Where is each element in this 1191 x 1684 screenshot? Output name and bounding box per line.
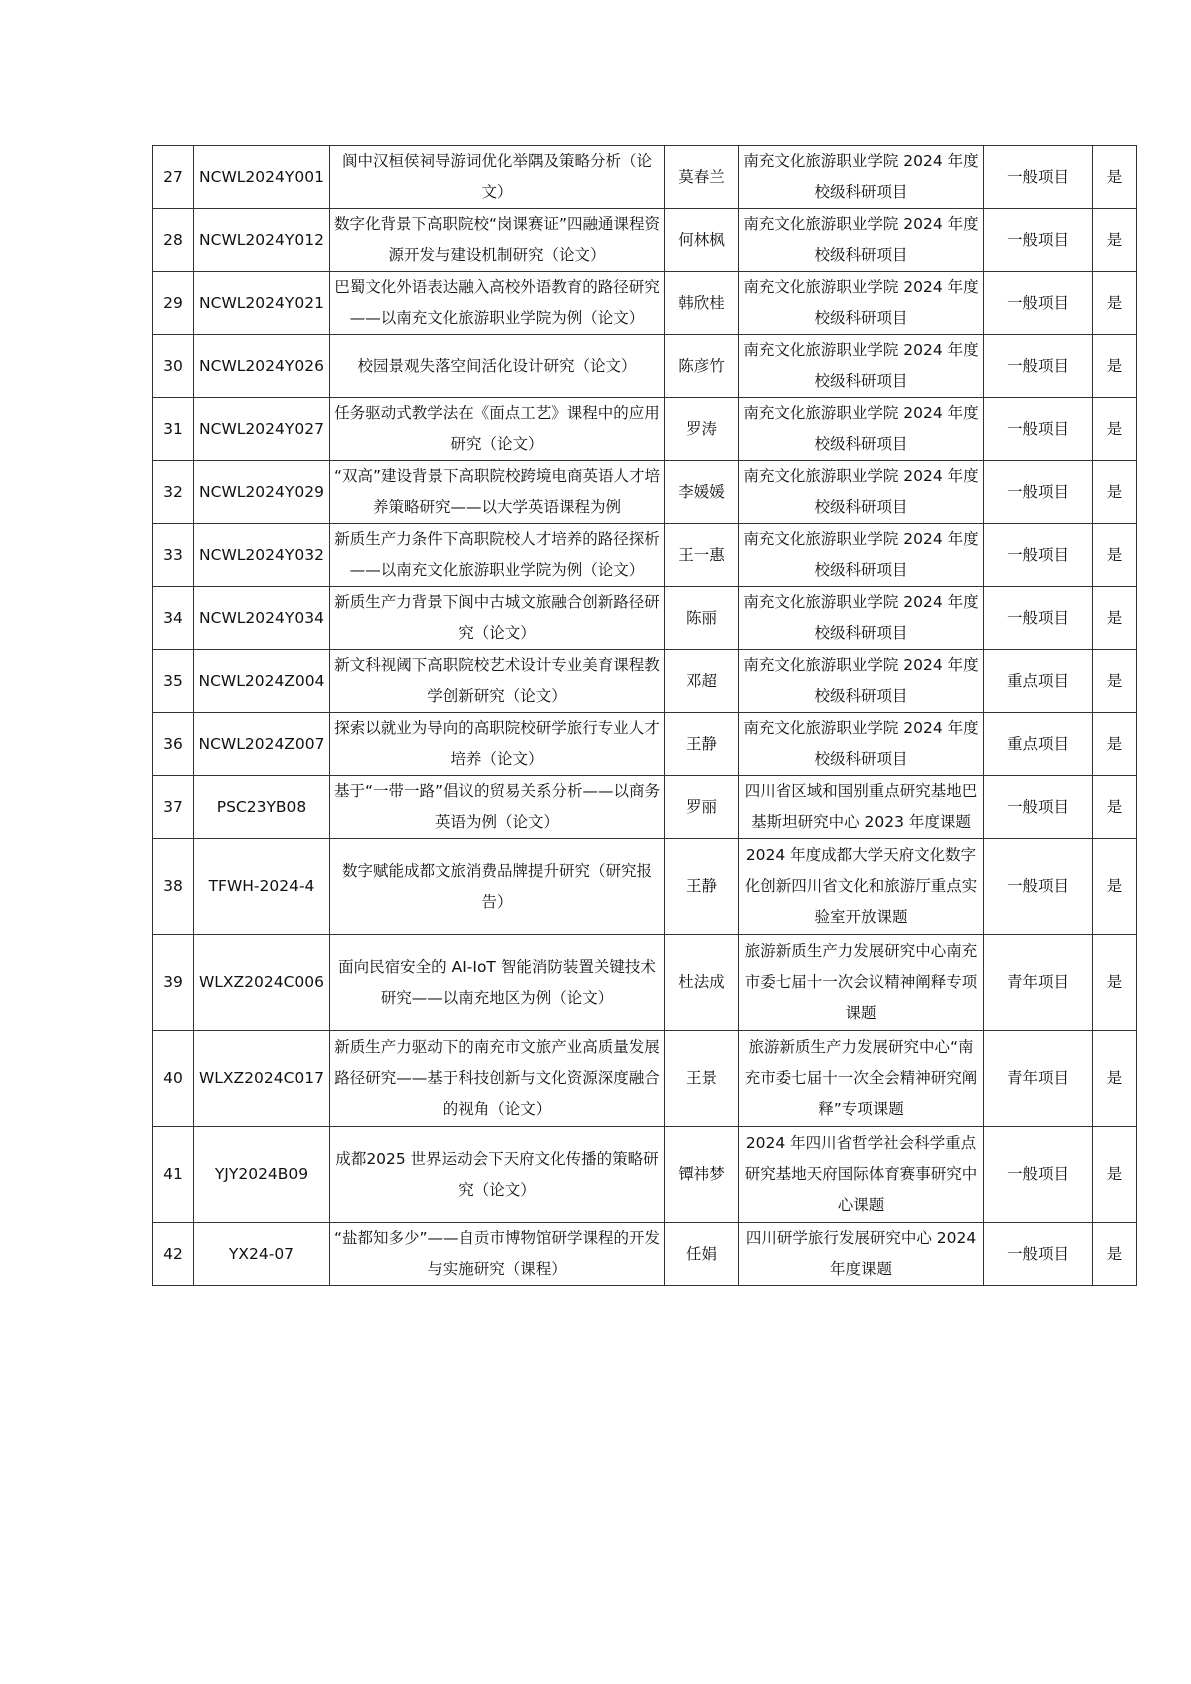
project-code: YJY2024B09: [194, 1127, 330, 1223]
row-number: 37: [153, 776, 194, 839]
project-leader: 王一惠: [665, 524, 739, 587]
project-title: 成都2025 世界运动会下天府文化传播的策略研究（论文）: [330, 1127, 665, 1223]
project-type: 一般项目: [984, 776, 1093, 839]
project-code: PSC23YB08: [194, 776, 330, 839]
row-number: 31: [153, 398, 194, 461]
table-row: [153, 398, 1137, 461]
project-source: 南充文化旅游职业学院 2024 年度校级科研项目: [739, 398, 984, 461]
table-row: [153, 524, 1137, 587]
project-source: 南充文化旅游职业学院 2024 年度校级科研项目: [739, 272, 984, 335]
table-row: [153, 1031, 1137, 1127]
project-code: NCWL2024Y012: [194, 209, 330, 272]
project-type: 一般项目: [984, 1223, 1093, 1286]
project-flag: 是: [1093, 839, 1137, 935]
project-source: 旅游新质生产力发展研究中心南充市委七届十一次会议精神阐释专项课题: [739, 935, 984, 1031]
project-leader: 王静: [665, 839, 739, 935]
project-type: 一般项目: [984, 272, 1093, 335]
project-source: 南充文化旅游职业学院 2024 年度校级科研项目: [739, 650, 984, 713]
project-flag: 是: [1093, 1127, 1137, 1223]
project-leader: 王景: [665, 1031, 739, 1127]
project-code: WLXZ2024C006: [194, 935, 330, 1031]
table-row: [153, 146, 1137, 209]
row-number: 28: [153, 209, 194, 272]
table-row: [153, 461, 1137, 524]
project-title: 新质生产力背景下阆中古城文旅融合创新路径研究（论文）: [330, 587, 665, 650]
project-title: 巴蜀文化外语表达融入高校外语教育的路径研究——以南充文化旅游职业学院为例（论文）: [330, 272, 665, 335]
project-type: 青年项目: [984, 935, 1093, 1031]
project-source: 南充文化旅游职业学院 2024 年度校级科研项目: [739, 524, 984, 587]
table-row: [153, 713, 1137, 776]
project-leader: 莫春兰: [665, 146, 739, 209]
project-leader: 陈彦竹: [665, 335, 739, 398]
project-type: 一般项目: [984, 461, 1093, 524]
project-source: 四川省区域和国别重点研究基地巴基斯坦研究中心 2023 年度课题: [739, 776, 984, 839]
project-type: 一般项目: [984, 146, 1093, 209]
project-table: [152, 145, 1137, 1286]
project-code: WLXZ2024C017: [194, 1031, 330, 1127]
table-row: [153, 1223, 1137, 1286]
project-type: 一般项目: [984, 209, 1093, 272]
project-leader: 任娟: [665, 1223, 739, 1286]
project-title: 基于“一带一路”倡议的贸易关系分析——以商务英语为例（论文）: [330, 776, 665, 839]
project-type: 重点项目: [984, 713, 1093, 776]
project-leader: 王静: [665, 713, 739, 776]
project-code: NCWL2024Y021: [194, 272, 330, 335]
project-title: 新质生产力驱动下的南充市文旅产业高质量发展路径研究——基于科技创新与文化资源深度融合的视角（论文）: [330, 1031, 665, 1127]
table-row: [153, 839, 1137, 935]
row-number: 38: [153, 839, 194, 935]
project-type: 青年项目: [984, 1031, 1093, 1127]
project-leader: 罗涛: [665, 398, 739, 461]
row-number: 27: [153, 146, 194, 209]
project-title: “盐都知多少”——自贡市博物馆研学课程的开发与实施研究（课程）: [330, 1223, 665, 1286]
project-title: 任务驱动式教学法在《面点工艺》课程中的应用研究（论文）: [330, 398, 665, 461]
project-flag: 是: [1093, 1223, 1137, 1286]
project-source: 南充文化旅游职业学院 2024 年度校级科研项目: [739, 461, 984, 524]
project-flag: 是: [1093, 461, 1137, 524]
project-code: NCWL2024Y029: [194, 461, 330, 524]
project-type: 一般项目: [984, 587, 1093, 650]
project-code: NCWL2024Y027: [194, 398, 330, 461]
project-flag: 是: [1093, 713, 1137, 776]
project-leader: 陈丽: [665, 587, 739, 650]
row-number: 36: [153, 713, 194, 776]
row-number: 42: [153, 1223, 194, 1286]
project-code: NCWL2024Z007: [194, 713, 330, 776]
table-row: [153, 776, 1137, 839]
row-number: 33: [153, 524, 194, 587]
project-code: TFWH-2024-4: [194, 839, 330, 935]
table-row: [153, 1127, 1137, 1223]
project-flag: 是: [1093, 935, 1137, 1031]
project-flag: 是: [1093, 650, 1137, 713]
project-type: 一般项目: [984, 335, 1093, 398]
table-row: [153, 272, 1137, 335]
project-flag: 是: [1093, 524, 1137, 587]
project-source: 旅游新质生产力发展研究中心“南充市委七届十一次全会精神研究阐释”专项课题: [739, 1031, 984, 1127]
project-source: 2024 年度成都大学天府文化数字化创新四川省文化和旅游厅重点实验室开放课题: [739, 839, 984, 935]
project-title: 新质生产力条件下高职院校人才培养的路径探析——以南充文化旅游职业学院为例（论文）: [330, 524, 665, 587]
row-number: 40: [153, 1031, 194, 1127]
project-leader: 何林枫: [665, 209, 739, 272]
project-title: 新文科视阈下高职院校艺术设计专业美育课程教学创新研究（论文）: [330, 650, 665, 713]
project-flag: 是: [1093, 398, 1137, 461]
project-flag: 是: [1093, 335, 1137, 398]
project-title: 数字赋能成都文旅消费品牌提升研究（研究报告）: [330, 839, 665, 935]
project-type: 一般项目: [984, 1127, 1093, 1223]
row-number: 39: [153, 935, 194, 1031]
project-flag: 是: [1093, 1031, 1137, 1127]
project-code: NCWL2024Y032: [194, 524, 330, 587]
project-leader: 邓超: [665, 650, 739, 713]
project-code: NCWL2024Y026: [194, 335, 330, 398]
project-source: 2024 年四川省哲学社会科学重点研究基地天府国际体育赛事研究中心课题: [739, 1127, 984, 1223]
row-number: 29: [153, 272, 194, 335]
table-row: [153, 209, 1137, 272]
table-row: [153, 650, 1137, 713]
project-code: NCWL2024Z004: [194, 650, 330, 713]
project-source: 南充文化旅游职业学院 2024 年度校级科研项目: [739, 146, 984, 209]
project-title: 探索以就业为导向的高职院校研学旅行专业人才培养（论文）: [330, 713, 665, 776]
row-number: 41: [153, 1127, 194, 1223]
row-number: 34: [153, 587, 194, 650]
project-code: YX24-07: [194, 1223, 330, 1286]
row-number: 32: [153, 461, 194, 524]
row-number: 30: [153, 335, 194, 398]
project-flag: 是: [1093, 146, 1137, 209]
project-flag: 是: [1093, 776, 1137, 839]
project-title: 校园景观失落空间活化设计研究（论文）: [330, 335, 665, 398]
project-type: 一般项目: [984, 839, 1093, 935]
project-type: 一般项目: [984, 524, 1093, 587]
project-leader: 罗丽: [665, 776, 739, 839]
project-leader: 韩欣桂: [665, 272, 739, 335]
table-row: [153, 935, 1137, 1031]
project-leader: 镡祎梦: [665, 1127, 739, 1223]
project-title: 数字化背景下高职院校“岗课赛证”四融通课程资源开发与建设机制研究（论文）: [330, 209, 665, 272]
project-source: 四川研学旅行发展研究中心 2024 年度课题: [739, 1223, 984, 1286]
project-title: 阆中汉桓侯祠导游词优化举隅及策略分析（论文）: [330, 146, 665, 209]
table-row: [153, 335, 1137, 398]
project-title: 面向民宿安全的 AI-IoT 智能消防装置关键技术研究——以南充地区为例（论文）: [330, 935, 665, 1031]
row-number: 35: [153, 650, 194, 713]
project-code: NCWL2024Y034: [194, 587, 330, 650]
project-source: 南充文化旅游职业学院 2024 年度校级科研项目: [739, 713, 984, 776]
project-type: 重点项目: [984, 650, 1093, 713]
project-source: 南充文化旅游职业学院 2024 年度校级科研项目: [739, 335, 984, 398]
project-title: “双高”建设背景下高职院校跨境电商英语人才培养策略研究——以大学英语课程为例: [330, 461, 665, 524]
project-leader: 杜法成: [665, 935, 739, 1031]
project-flag: 是: [1093, 209, 1137, 272]
project-source: 南充文化旅游职业学院 2024 年度校级科研项目: [739, 587, 984, 650]
project-code: NCWL2024Y001: [194, 146, 330, 209]
project-flag: 是: [1093, 587, 1137, 650]
project-type: 一般项目: [984, 398, 1093, 461]
project-leader: 李媛媛: [665, 461, 739, 524]
project-flag: 是: [1093, 272, 1137, 335]
project-source: 南充文化旅游职业学院 2024 年度校级科研项目: [739, 209, 984, 272]
table-row: [153, 587, 1137, 650]
